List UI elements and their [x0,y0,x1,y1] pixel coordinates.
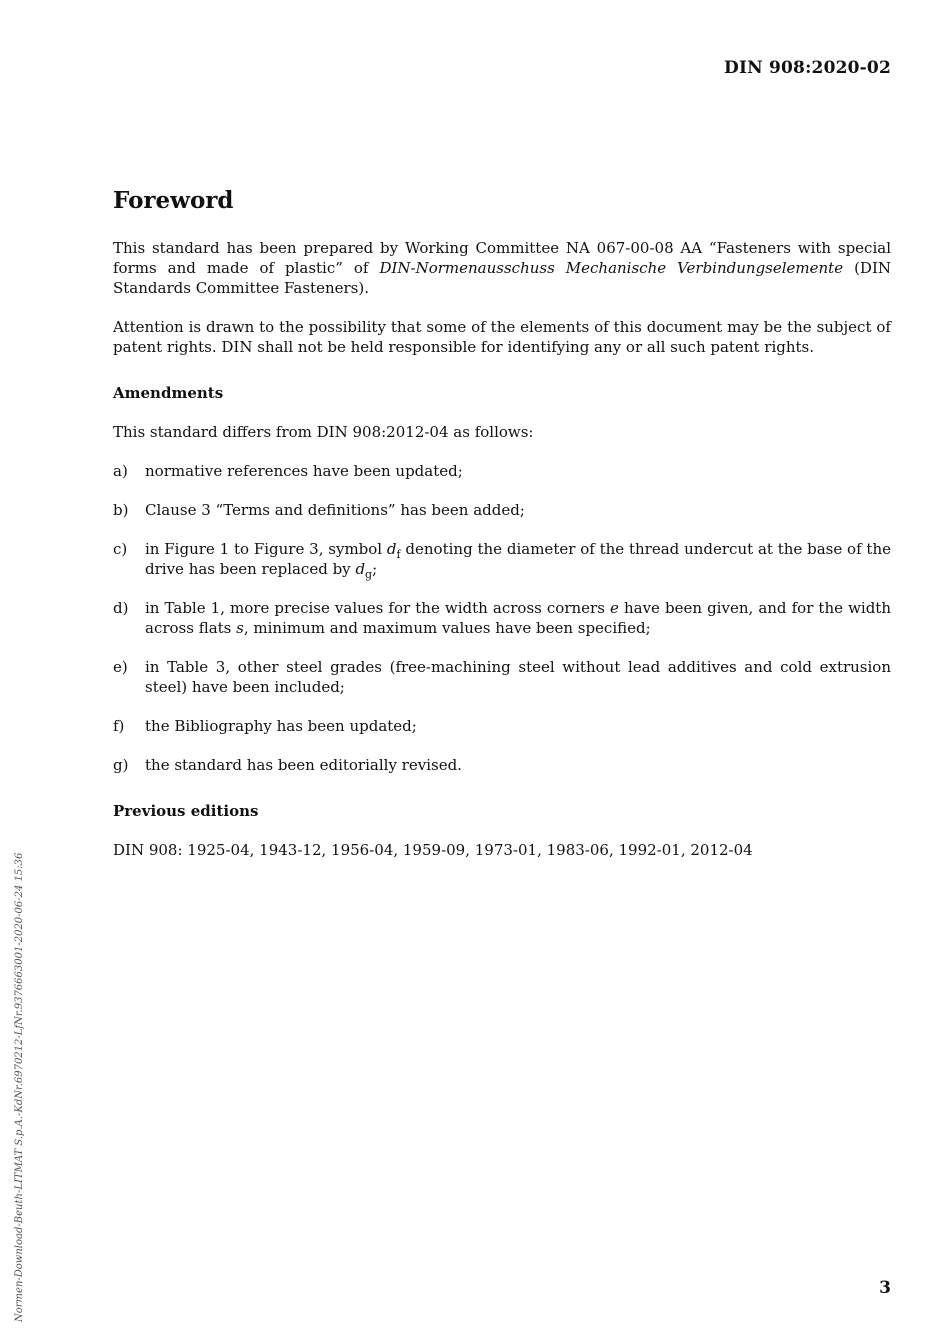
list-text [145,598,891,638]
list-letter: d) [113,599,129,617]
symbol-e: e [610,599,619,617]
subscript-f: f [396,548,401,561]
list-letter: b) [113,501,129,519]
document-body [113,186,891,879]
symbol-d: d [355,560,366,578]
list-text: the standard has been editorially revised. [145,756,462,774]
list-text-part: , minimum and maximum values have been specified; [243,619,651,637]
list-text: in Table 3, other steel grades (free-machining steel without lead additives and cold extrusion steel) have been included; [145,658,891,696]
list-text: normative references have been updated; [145,462,463,480]
list-text: the Bibliography has been updated; [145,717,417,735]
committee-name: DIN-Normenausschuss Mechanische Verbindungselemente [379,259,844,277]
symbol-s: s [236,619,244,637]
list-item [113,716,891,736]
list-text [145,539,891,579]
subscript-g: g [365,568,373,581]
list-item [113,539,891,579]
list-letter: g) [113,756,129,774]
previous-editions-heading: Previous editions [113,802,259,820]
list-text-part: in Table 1, more precise values for the width across corners [145,599,610,617]
list-text-part: have been given, and for the width across flats [145,599,891,637]
amendments-heading: Amendments [113,384,224,402]
amendments-intro: This standard differs from DIN 908:2012-04 as follows: [113,423,534,441]
list-letter: f) [113,717,125,735]
list-text-part: denoting the diameter of the thread undercut at the base of the drive has been replaced by [145,540,891,578]
list-text: Clause 3 “Terms and definitions” has been added; [145,501,525,519]
foreword-text-end: (DIN Standards Committee Fasteners). [113,259,891,297]
list-item [113,657,891,697]
list-text-part: in Figure 1 to Figure 3, symbol [145,540,387,558]
foreword-text-start: This standard has been prepared by Working Committee NA 067-00-08 AA “Fasteners with special forms and made of plastic” of [113,239,891,277]
amendments-list [113,461,891,775]
list-item [113,755,891,775]
list-text-part: ; [372,560,378,578]
previous-editions-text: DIN 908: 1925-04, 1943-12, 1956-04, 1959-09, 1973-01, 1983-06, 1992-01, 2012-04 [113,841,753,859]
list-item [113,461,891,481]
symbol-d: d [386,540,397,558]
list-letter: e) [113,658,128,676]
document-id: DIN 908:2020-02 [724,58,891,78]
foreword-paragraph-1 [113,238,891,298]
list-item [113,500,891,520]
page-number: 3 [879,1278,891,1298]
list-letter: c) [113,540,128,558]
download-watermark: Normen-Download-Beuth-LITMAT S.p.A.-KdNr.6970212-LfNr.9376663001-2020-06-24 15:36 [14,852,25,1322]
list-letter: a) [113,462,128,480]
foreword-paragraph-2: Attention is drawn to the possibility that some of the elements of this document may be the subject of patent rights. DIN shall not be held responsible for identifying any or all such patent rights. [113,318,891,356]
list-item [113,598,891,638]
section-title: Foreword [113,187,234,214]
